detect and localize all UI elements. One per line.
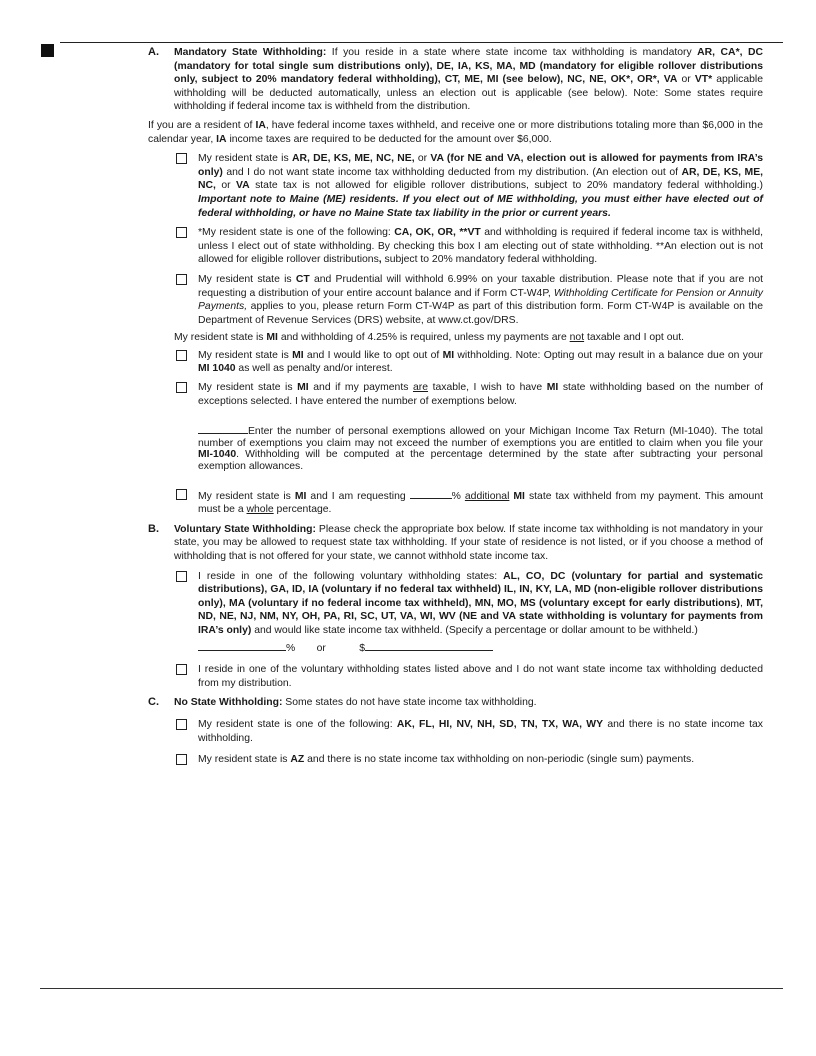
checkbox-b1[interactable] [176,571,187,582]
section-a-letter: A. [148,46,159,58]
text: Enter the number of personal exemptions allowed on your Michigan Income Tax Return (MI-1040). The total number of exemptions you claim may not exceed the number of exemptions you are entitled to claim when you file your [198,426,763,449]
state-list: VA (for NE and VA, election out is allowed for payments from IRA’s only) [198,153,763,178]
dollar-sign: $ [359,642,366,654]
section-c [148,696,763,766]
text: My resident state is [198,490,295,502]
text: and would like state income tax withheld. (Specify a percentage or dollar amount to be withheld.) [251,624,698,636]
state-withholding-content [148,46,763,767]
option-b1-text [198,570,763,638]
section-a-intro [174,46,763,114]
text: and Prudential will withhold 6.99% on your taxable distribution. Please note that if you are not requesting a distribution of your entire account balance and if Form CT-W4P, [198,273,763,299]
text: are [412,382,429,394]
section-c-letter: C. [148,696,159,709]
option-a1 [174,152,763,220]
text: My resident state is [198,349,293,361]
text: My resident state is [198,153,292,165]
option-b2-text: I reside in one of the voluntary withholding states listed above and I do not want state income tax withholding deducted from my distribution. [198,664,763,689]
text: and withholding is required if federal income tax is withheld, unless I elect out of state withholding. By checking this box I am electing out of state withholding. **An election out is not allowed for eligible rollover distributions [198,227,764,266]
option-a1-text [198,152,763,220]
text: If you are a resident of [148,119,256,131]
exemptions-count-field[interactable] [198,423,248,434]
text: My resident state is [198,382,298,394]
state-list: AL, CO, DC (voluntary for partial and systematic distributions), GA, ID, IA (voluntary if no federal tax withheld) IL, IN, KY, LA, MD (non-eligible rollover distributions only), MA (voluntary if no federal income tax withheld), MN, MO, MS (voluntary except for early distributions) [198,570,763,609]
text: whole [246,504,274,516]
text: , have federal income taxes withheld, and receive one or more distributions totaling more than $6,000 in the calendar year, [148,119,763,145]
option-b1 [174,570,763,638]
text: taxable, I wish to have [428,382,547,394]
checkbox-a6[interactable] [176,489,187,500]
percent-sign: % [286,642,296,654]
state-code: AZ [290,754,305,766]
state-code: CT [295,273,310,285]
section-b-intro [174,523,763,564]
text: Please check the appropriate box below. If state income tax withholding is not mandatory in your state, you may be allowed to request state tax withholding. If your state of residence is not listed, or if you choose a method of withholding that is not offered for your state, we cannot withhold state income tax. [174,523,763,562]
exemptions-entry [198,423,763,472]
option-a5 [174,381,763,408]
state-code: MI [294,490,307,502]
option-c1 [174,718,763,745]
section-b [148,523,763,691]
text: and if my payments [308,382,413,394]
option-b2 [174,663,763,690]
state-list: AR, DE, KS, ME, NC, [198,166,764,192]
checkbox-a5[interactable] [176,382,187,393]
text: state tax is not allowed for eligible rollover distributions, subject to 20% mandatory federal withholding.) [249,180,763,192]
top-rule [60,42,783,43]
option-a2-text [198,226,763,267]
section-a-heading: Mandatory State Withholding: [174,47,327,58]
text: and there is no state income tax withholding. [198,718,763,744]
text: , [740,597,747,609]
text: state withholding based on the number of exceptions selected. I have entered the number of exemptions below. [198,382,763,407]
section-b-heading: Voluntary State Withholding: [174,523,316,535]
percent-field[interactable] [198,640,286,651]
text: not [569,332,585,344]
option-a2 [174,226,763,267]
state-code: MI [442,349,455,361]
option-a6 [174,488,763,517]
page-marker [41,44,54,57]
text: and I would like to opt out of [303,349,443,361]
text: % [451,490,465,502]
text: I reside in one of the following voluntary withholding states: [198,570,504,582]
form-name: MI-1040 [198,449,237,461]
checkbox-a1[interactable] [176,153,187,164]
text: additional [464,490,510,502]
option-c2 [174,753,763,767]
checkbox-a2[interactable] [176,227,187,238]
state-list: AR, DE, KS, ME, NC, NE, [291,153,415,165]
state-code: MI [513,490,525,502]
text: My resident state is [174,332,267,344]
text: . Withholding will be computed at the percentage determined by the state after subtracting your personal exemption allowances. [198,449,763,473]
text: If you reside in a state where state income tax withholding is mandatory [326,47,698,58]
withholding-amount-row [198,640,763,656]
dollar-amount-field[interactable] [365,640,493,651]
form-title: Withholding Certificate for Pension or Annuity Payments, [198,287,764,313]
text: taxable and I opt out. [584,332,685,344]
text: My resident state is [198,273,296,285]
section-a [148,46,763,517]
text: and I am requesting [306,490,410,502]
option-a6-text [198,488,763,517]
option-a5-text [198,381,763,408]
form-name: MI 1040 [198,363,236,375]
bottom-rule [40,988,783,989]
text: applicable withholding will be deducted automatically, unless an election out is applicable (see below). Note: Some states require withholding if federal income tax is withheld from the distribution. [174,74,763,113]
checkbox-a4[interactable] [176,350,187,361]
text: Some states do not have state income tax withholding. [282,697,537,709]
text: and withholding of 4.25% is required, unless my payments are [277,332,570,344]
checkbox-c2[interactable] [176,754,187,765]
option-a3-text [198,273,763,327]
state-code: VA [236,180,250,192]
text: My resident state is one of the following: [198,718,397,730]
text: or [414,153,431,165]
option-a3 [174,273,763,327]
text: and I do not want state income tax withholding deducted from my distribution. (An election out of [222,166,682,178]
text: or [677,74,695,86]
option-a4 [174,349,763,376]
text: withholding. Note: Opting out may result in a balance due on your [454,349,763,361]
text: as well as penalty and/or interest. [235,363,393,375]
state-code: MI [292,349,304,361]
state-code: IA [216,133,227,145]
additional-percent-field[interactable] [410,488,452,499]
text: or [215,180,236,192]
state-list: MT, ND, NE, NJ, NM, NY, OH, PA, RI, SC, UT, VA, WI, WV (NE and VA state withholding is voluntary for payments from IRA’s only) [198,597,763,636]
text: *My resident state is one of the following: [198,227,395,239]
state-list: CA, OK, OR, **VT [394,227,481,239]
checkbox-c1[interactable] [176,719,187,730]
section-c-intro [174,696,763,710]
text: , [378,254,382,266]
state-list: AK, FL, HI, NV, NH, SD, TN, TX, WA, WY [396,718,604,730]
state-code: IA [255,119,266,131]
ia-note [148,119,763,146]
text: and there is no state income tax withholding on non-periodic (single sum) payments. [304,754,695,766]
text: income taxes are required to be deducted for the amount over $6,000. [226,133,552,145]
state-code: VT* [694,74,713,86]
section-c-heading: No State Withholding: [174,697,283,709]
mi-note [174,331,763,345]
text: percentage. [273,504,332,516]
or-label: or [316,642,326,654]
state-code: MI [266,332,278,344]
text: state tax withheld from my payment. This amount must be a [198,490,763,516]
text: applies to you, please return Form CT-W4P as part of this distribution form. Form CT-W4P is available on the Department of Revenue Services (DRS) website, at www.ct.gov/DRS. [198,301,763,326]
state-code: MI [297,382,309,394]
section-b-letter: B. [148,522,159,535]
checkbox-b2[interactable] [176,664,187,675]
text: subject to 20% mandatory federal withholding. [381,254,598,266]
text: My resident state is [198,754,291,766]
checkbox-a3[interactable] [176,274,187,285]
state-list: AR, CA*, DC (mandatory for total single sum distributions only), DE, IA, KS, MA, MD (mandatory for eligible rollover distributions only, subject to 20% mandatory federal withholding), CT, ME, MI (see below), NC, NE, OK*, OR*, VA [174,47,763,86]
maine-note: Important note to Maine (ME) residents. If you elect out of ME withholding, you must either have elected out of federal withholding, or have no Maine State tax liability in the prior or current years. [198,193,763,219]
option-c2-text [198,753,763,767]
option-a4-text [198,349,763,376]
state-code: MI [546,382,559,394]
option-c1-text [198,718,763,745]
